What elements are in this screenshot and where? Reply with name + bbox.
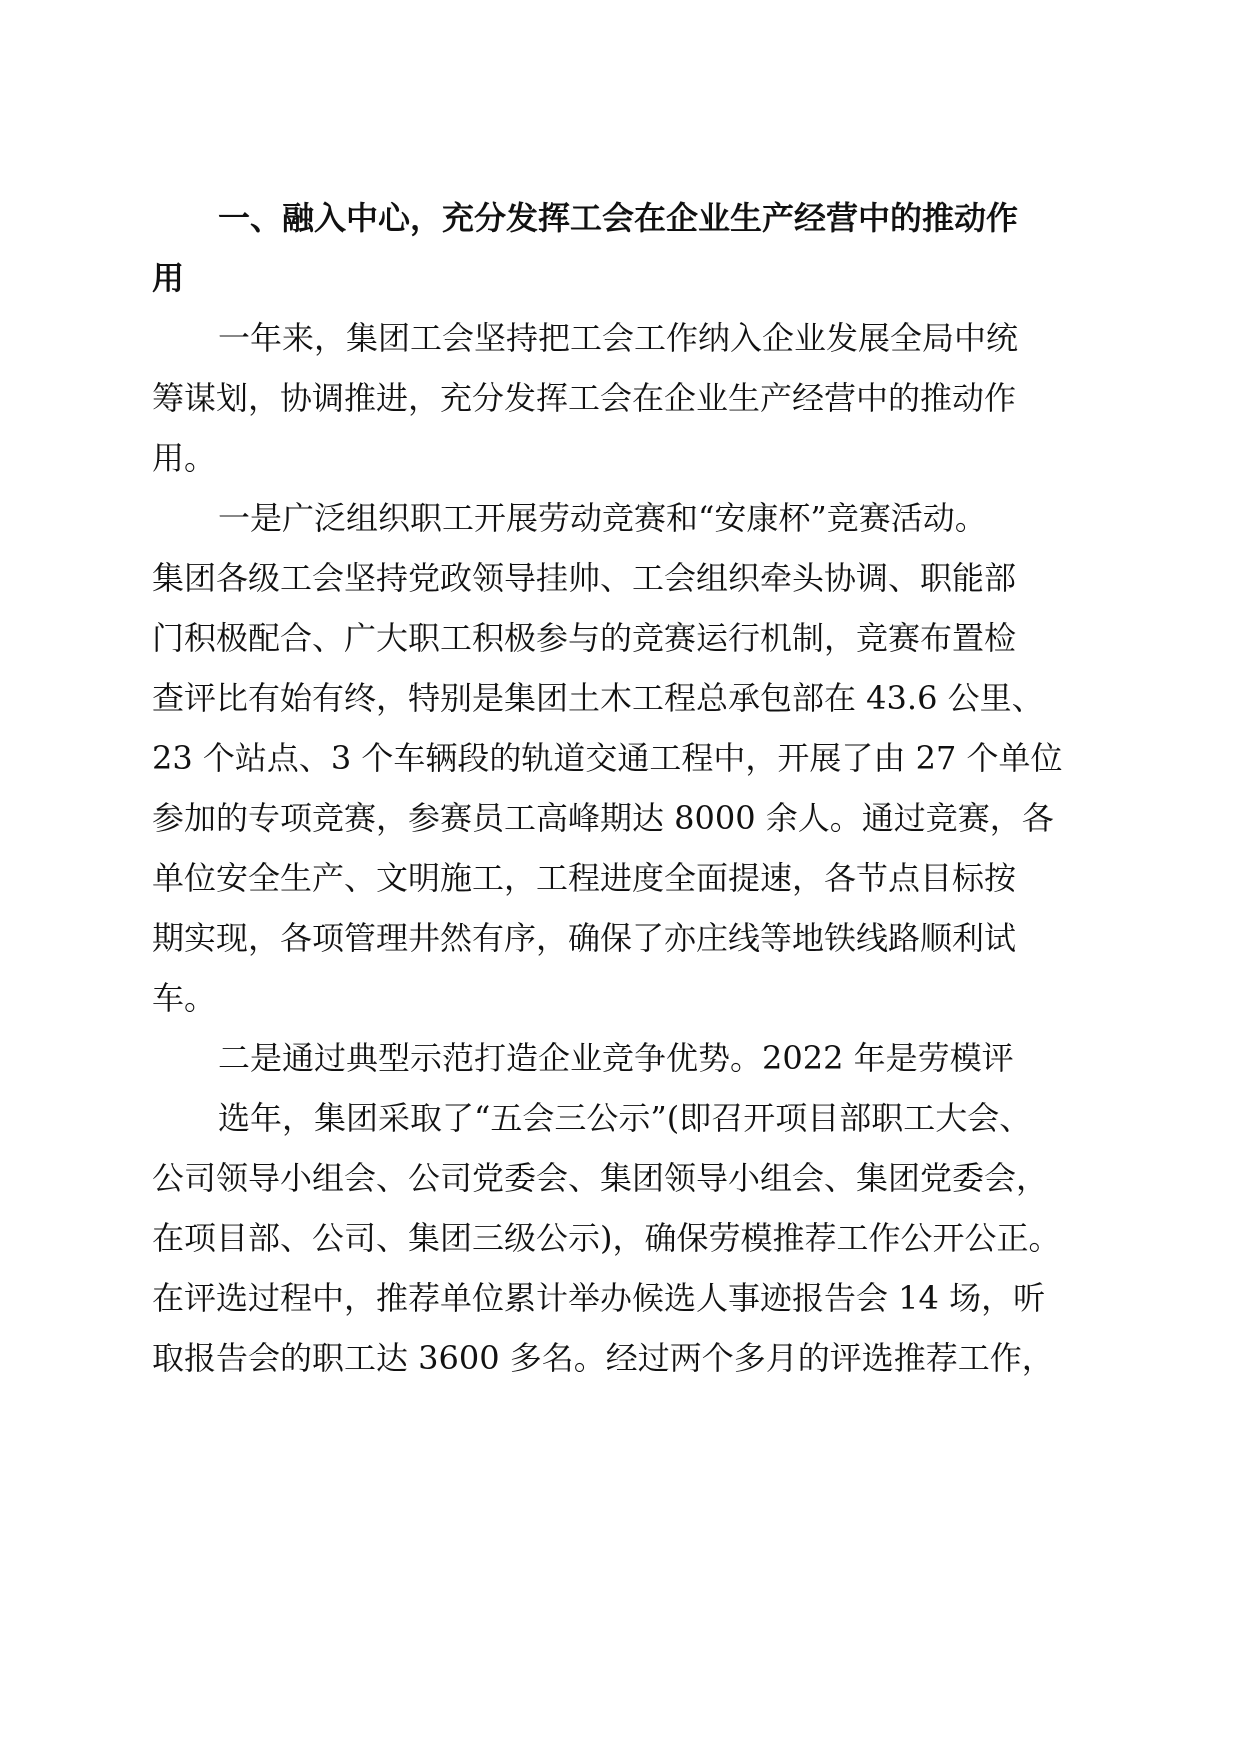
paragraph-3-line-6: 取报告会的职工达 3600 多名。经过两个多月的评选推荐工作，	[152, 1339, 1054, 1377]
paragraph-3-line-3: 公司领导小组会、公司党委会、集团领导小组会、集团党委会，	[152, 1159, 1049, 1197]
paragraph-2-line-7: 单位安全生产、文明施工，工程进度全面提速，各节点目标按	[152, 859, 1017, 897]
paragraph-2-line-5: 23 个站点、3 个车辆段的轨道交通工程中，开展了由 27 个单位	[152, 739, 1063, 777]
paragraph-2-line-4: 查评比有始有终，特别是集团土木工程总承包部在 43.6 公里、	[152, 679, 1044, 717]
paragraph-2-line-2: 集团各级工会坚持党政领导挂帅、工会组织牵头协调、职能部	[152, 559, 1017, 597]
paragraph-3-line-4: 在项目部、公司、集团三级公示)，确保劳模推荐工作公开公正。	[152, 1219, 1061, 1257]
paragraph-3-line-2: 选年，集团采取了“五会三公示”(即召开项目部职工大会、	[218, 1099, 1032, 1137]
paragraph-2-line-1: 一是广泛组织职工开展劳动竞赛和“安康杯”竞赛活动。	[218, 499, 987, 537]
paragraph-2-line-9: 车。	[152, 979, 217, 1017]
paragraph-2-line-3: 门积极配合、广大职工积极参与的竞赛运行机制，竞赛布置检	[152, 619, 1017, 657]
paragraph-3-line-5: 在评选过程中，推荐单位累计举办候选人事迹报告会 14 场，听	[152, 1279, 1046, 1317]
paragraph-3-line-1: 二是通过典型示范打造企业竞争优势。2022 年是劳模评	[218, 1039, 1014, 1077]
paragraph-1-line-3: 用。	[152, 439, 217, 477]
section-heading-line-1: 一、融入中心，充分发挥工会在企业生产经营中的推动作	[218, 199, 1019, 237]
paragraph-2-line-6: 参加的专项竞赛，参赛员工高峰期达 8000 余人。通过竞赛，各	[152, 799, 1054, 837]
section-heading-line-2: 用	[152, 259, 185, 297]
paragraph-1-line-2: 筹谋划，协调推进，充分发挥工会在企业生产经营中的推动作	[152, 379, 1017, 417]
paragraph-1-line-1: 一年来，集团工会坚持把工会工作纳入企业发展全局中统	[218, 319, 1019, 357]
paragraph-2-line-8: 期实现，各项管理井然有序，确保了亦庄线等地铁线路顺利试	[152, 919, 1017, 957]
